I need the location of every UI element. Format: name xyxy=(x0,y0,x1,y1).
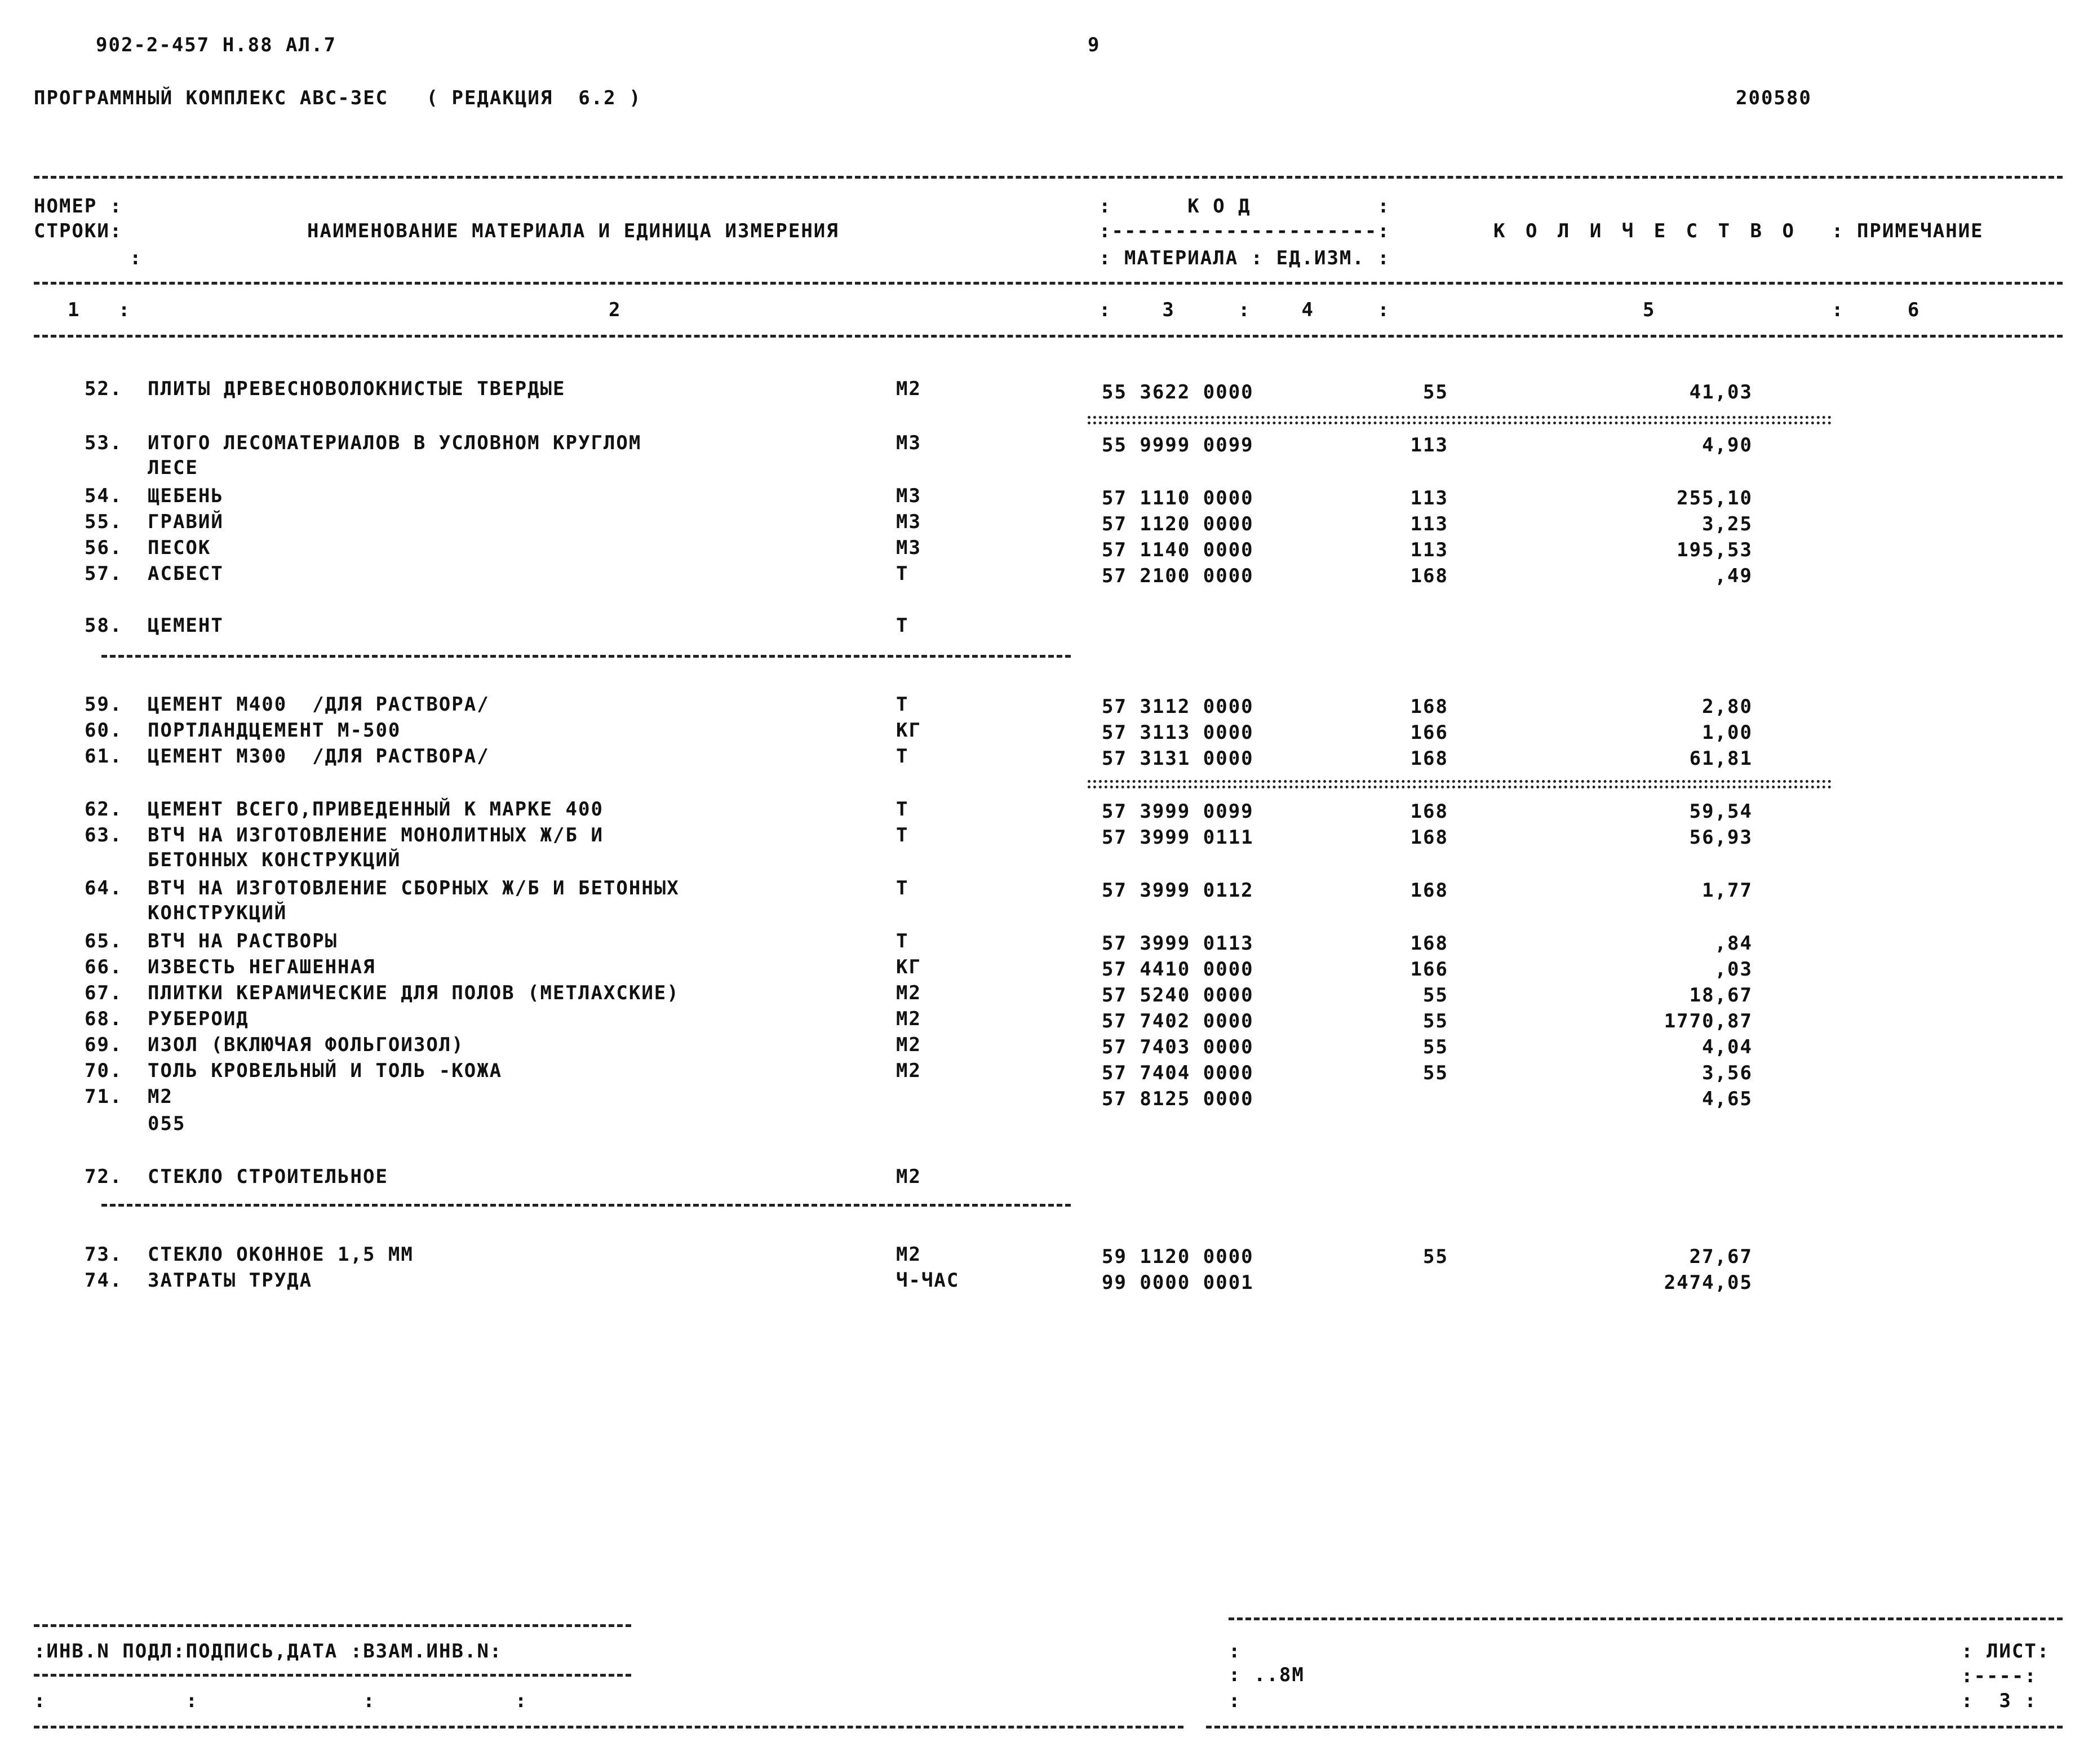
row-code: 57 3999 0099 xyxy=(1102,800,1254,823)
row-unit: Т xyxy=(896,562,909,585)
row-unit-code: 113 xyxy=(1410,539,1448,561)
row-name: ВТЧ НА РАСТВОРЫ xyxy=(148,930,338,952)
row-number: 67. xyxy=(85,982,123,1004)
row-quantity: 4,90 xyxy=(1702,434,1753,456)
row-quantity: 2474,05 xyxy=(1664,1271,1753,1294)
row-name: ИЗОЛ (ВКЛЮЧАЯ ФОЛЬГОИЗОЛ) xyxy=(148,1034,464,1056)
row-quantity: 1,77 xyxy=(1702,879,1753,902)
row-code: 57 3999 0111 xyxy=(1102,826,1254,849)
row-number: 74. xyxy=(85,1269,123,1292)
row-unit-code: 168 xyxy=(1410,747,1448,770)
row-name: РУБЕРОИД xyxy=(148,1008,249,1030)
row-number: 66. xyxy=(85,956,123,978)
row-name-continued: ЛЕСЕ xyxy=(148,456,198,479)
row-name: ПОРТЛАНДЦЕМЕНТ М-500 xyxy=(148,719,401,742)
row-number: 73. xyxy=(85,1243,123,1266)
row-unit-code: 55 xyxy=(1423,984,1448,1007)
row-quantity: 3,56 xyxy=(1702,1062,1753,1084)
row-name: ПЛИТКИ КЕРАМИЧЕСКИЕ ДЛЯ ПОЛОВ (МЕТЛАХСКИЕ) xyxy=(148,982,680,1004)
row-quantity: 1,00 xyxy=(1702,721,1753,744)
row-unit: М3 xyxy=(896,537,921,559)
row-quantity: 61,81 xyxy=(1689,747,1753,770)
row-quantity: 4,04 xyxy=(1702,1036,1753,1058)
row-unit-code: 55 xyxy=(1423,1036,1448,1058)
row-number: 65. xyxy=(85,930,123,952)
row-number: 70. xyxy=(85,1060,123,1082)
row-unit-code: 168 xyxy=(1410,879,1448,902)
row-name: СТЕКЛО ОКОННОЕ 1,5 ММ xyxy=(148,1243,414,1266)
row-name: ИТОГО ЛЕСОМАТЕРИАЛОВ В УСЛОВНОМ КРУГЛОМ xyxy=(148,432,642,454)
row-name: АСБЕСТ xyxy=(148,562,224,585)
document-code: 902-2-457 Н.88 АЛ.7 xyxy=(96,34,336,56)
header-row-number-line2: СТРОКИ: xyxy=(34,220,123,242)
row-unit: Т xyxy=(896,930,909,952)
row-quantity: 18,67 xyxy=(1689,984,1753,1007)
row-quantity: 3,25 xyxy=(1702,513,1753,535)
row-code: 57 4410 0000 xyxy=(1102,958,1254,981)
group-separator xyxy=(101,1204,1071,1207)
row-unit: М2 xyxy=(896,1060,921,1082)
column-number-1: 1 : xyxy=(68,299,131,321)
row-quantity: 255,10 xyxy=(1677,487,1753,509)
page-number: 9 xyxy=(1088,34,1101,56)
row-number: 56. xyxy=(85,537,123,559)
row-number: 55. xyxy=(85,511,123,533)
row-number: 60. xyxy=(85,719,123,742)
row-name: ТОЛЬ КРОВЕЛЬНЫЙ И ТОЛЬ -КОЖА xyxy=(148,1060,503,1082)
sheet-separator: :----: xyxy=(1961,1665,2037,1687)
row-unit: Т xyxy=(896,614,909,637)
row-unit-code: 168 xyxy=(1410,932,1448,955)
row-quantity: 41,03 xyxy=(1689,381,1753,404)
row-unit: КГ xyxy=(896,719,921,742)
row-name: ЩЕБЕНЬ xyxy=(148,485,224,507)
row-number: 68. xyxy=(85,1008,123,1030)
title-block-colon: : xyxy=(1229,1640,1242,1663)
row-code: 99 0000 0001 xyxy=(1102,1271,1254,1294)
total-separator xyxy=(1088,780,1832,783)
row-number: 54. xyxy=(85,485,123,507)
row-name: ПЛИТЫ ДРЕВЕСНОВОЛОКНИСТЫЕ ТВЕРДЫЕ xyxy=(148,378,566,400)
total-separator xyxy=(1088,786,1832,788)
row-number: 57. xyxy=(85,562,123,585)
row-unit: Т xyxy=(896,693,909,716)
sheet-label: : ЛИСТ: xyxy=(1961,1640,2050,1663)
row-name-continued: БЕТОННЫХ КОНСТРУКЦИЙ xyxy=(148,849,401,871)
row-unit: Ч-ЧАС xyxy=(896,1269,960,1292)
row-name-continued: 055 xyxy=(148,1113,186,1135)
row-unit: Т xyxy=(896,745,909,768)
row-code: 57 7402 0000 xyxy=(1102,1010,1254,1032)
row-unit: М2 xyxy=(896,378,921,400)
row-unit-code: 168 xyxy=(1410,695,1448,718)
row-code: 57 7404 0000 xyxy=(1102,1062,1254,1084)
row-quantity: ,49 xyxy=(1714,565,1753,587)
header-note: : ПРИМЕЧАНИЕ xyxy=(1832,220,1984,242)
row-code: 57 3113 0000 xyxy=(1102,721,1254,744)
row-unit: М3 xyxy=(896,485,921,507)
stamp-bottom-rule xyxy=(34,1726,1183,1728)
row-unit: М3 xyxy=(896,511,921,533)
row-unit-code: 55 xyxy=(1423,1246,1448,1268)
row-number: 53. xyxy=(85,432,123,454)
row-quantity: 27,67 xyxy=(1689,1246,1753,1268)
row-number: 72. xyxy=(85,1165,123,1188)
row-unit: М3 xyxy=(896,432,921,454)
header-row-number-line3: : xyxy=(130,247,143,269)
stamp-middle-rule xyxy=(34,1674,631,1677)
row-unit: Т xyxy=(896,824,909,846)
row-name-continued: КОНСТРУКЦИЙ xyxy=(148,902,287,924)
header-quantity: К О Л И Ч Е С Т В О xyxy=(1493,220,1798,242)
header-bottom-rule xyxy=(34,335,2063,338)
title-block-colon: : xyxy=(1229,1690,1242,1712)
row-code: 55 9999 0099 xyxy=(1102,434,1254,456)
stamp-top-rule xyxy=(34,1624,631,1627)
row-name: ЦЕМЕНТ М300 /ДЛЯ РАСТВОРА/ xyxy=(148,745,490,768)
row-code: 57 8125 0000 xyxy=(1102,1088,1254,1110)
title-block-top-rule xyxy=(1229,1617,2063,1620)
column-numbers-3-4: : 3 : 4 : xyxy=(1099,299,1390,321)
header-code-subcolumns: : МАТЕРИАЛА : ЕД.ИЗМ. : xyxy=(1099,247,1390,269)
column-number-6: : 6 xyxy=(1832,299,1921,321)
row-name: ЦЕМЕНТ М400 /ДЛЯ РАСТВОРА/ xyxy=(148,693,490,716)
row-name: ИЗВЕСТЬ НЕГАШЕННАЯ xyxy=(148,956,376,978)
row-name: М2 xyxy=(148,1085,173,1108)
row-code: 57 1120 0000 xyxy=(1102,513,1254,535)
row-unit: КГ xyxy=(896,956,921,978)
row-quantity: 4,65 xyxy=(1702,1088,1753,1110)
row-code: 57 3131 0000 xyxy=(1102,747,1254,770)
sheet-number: : 3 : xyxy=(1961,1690,2037,1712)
row-name: ПЕСОК xyxy=(148,537,211,559)
row-name: ВТЧ НА ИЗГОТОВЛЕНИЕ МОНОЛИТНЫХ Ж/Б И xyxy=(148,824,604,846)
row-unit: М2 xyxy=(896,1165,921,1188)
document-number: 200580 xyxy=(1736,87,1812,109)
row-name: ЦЕМЕНТ ВСЕГО,ПРИВЕДЕННЫЙ К МАРКЕ 400 xyxy=(148,798,604,821)
row-quantity: 195,53 xyxy=(1677,539,1753,561)
row-number: 61. xyxy=(85,745,123,768)
row-code: 57 3999 0112 xyxy=(1102,879,1254,902)
row-name: ЗАТРАТЫ ТРУДА xyxy=(148,1269,313,1292)
row-unit: М2 xyxy=(896,1008,921,1030)
title-block-bottom-rule xyxy=(1206,1726,2063,1728)
row-code: 57 3112 0000 xyxy=(1102,695,1254,718)
program-title: ПРОГРАММНЫЙ КОМПЛЕКС АВС-ЗЕС ( РЕДАКЦИЯ 6.2 ) xyxy=(34,87,642,109)
header-material-name: НАИМЕНОВАНИЕ МАТЕРИАЛА И ЕДИНИЦА ИЗМЕРЕНИЯ xyxy=(307,220,839,242)
row-code: 57 2100 0000 xyxy=(1102,565,1254,587)
row-unit-code: 113 xyxy=(1410,513,1448,535)
row-unit: Т xyxy=(896,877,909,899)
row-number: 62. xyxy=(85,798,123,821)
header-top-rule xyxy=(34,176,2063,179)
row-number: 63. xyxy=(85,824,123,846)
row-quantity: ,03 xyxy=(1714,958,1753,981)
row-unit-code: 55 xyxy=(1423,1010,1448,1032)
header-code-title: : К О Д : xyxy=(1099,195,1390,218)
row-code: 57 5240 0000 xyxy=(1102,984,1254,1007)
row-name: ВТЧ НА ИЗГОТОВЛЕНИЕ СБОРНЫХ Ж/Б И БЕТОННЫХ xyxy=(148,877,680,899)
row-quantity: 2,80 xyxy=(1702,695,1753,718)
row-number: 71. xyxy=(85,1085,123,1108)
stamp-cells: : : : : xyxy=(34,1690,528,1712)
row-quantity: 56,93 xyxy=(1689,826,1753,849)
column-number-5: 5 xyxy=(1643,299,1656,321)
row-quantity: ,84 xyxy=(1714,932,1753,955)
row-number: 64. xyxy=(85,877,123,899)
column-number-2: 2 xyxy=(609,299,622,321)
row-unit: М2 xyxy=(896,1034,921,1056)
row-unit: М2 xyxy=(896,982,921,1004)
row-name: СТЕКЛО СТРОИТЕЛЬНОЕ xyxy=(148,1165,388,1188)
row-code: 57 3999 0113 xyxy=(1102,932,1254,955)
row-number: 59. xyxy=(85,693,123,716)
row-number: 58. xyxy=(85,614,123,637)
header-middle-rule xyxy=(34,282,2063,285)
row-unit: Т xyxy=(896,798,909,821)
row-unit-code: 168 xyxy=(1410,800,1448,823)
header-code-separator: :---------------------: xyxy=(1099,220,1390,242)
row-unit-code: 113 xyxy=(1410,434,1448,456)
row-unit-code: 168 xyxy=(1410,826,1448,849)
stamp-header: :ИНВ.N ПОДЛ:ПОДПИСЬ,ДАТА :ВЗАМ.ИНВ.N: xyxy=(34,1640,503,1663)
row-quantity: 59,54 xyxy=(1689,800,1753,823)
header-row-number-line1: НОМЕР : xyxy=(34,195,123,218)
row-unit-code: 113 xyxy=(1410,487,1448,509)
row-unit-code: 168 xyxy=(1410,565,1448,587)
row-quantity: 1770,87 xyxy=(1664,1010,1753,1032)
row-unit: М2 xyxy=(896,1243,921,1266)
row-unit-code: 55 xyxy=(1423,381,1448,404)
row-code: 57 1110 0000 xyxy=(1102,487,1254,509)
row-code: 57 7403 0000 xyxy=(1102,1036,1254,1058)
total-separator xyxy=(1088,422,1832,424)
row-code: 57 1140 0000 xyxy=(1102,539,1254,561)
row-unit-code: 166 xyxy=(1410,721,1448,744)
row-code: 59 1120 0000 xyxy=(1102,1246,1254,1268)
row-number: 52. xyxy=(85,378,123,400)
row-unit-code: 166 xyxy=(1410,958,1448,981)
row-unit-code: 55 xyxy=(1423,1062,1448,1084)
row-code: 55 3622 0000 xyxy=(1102,381,1254,404)
group-separator xyxy=(101,655,1071,658)
row-name: ГРАВИЙ xyxy=(148,511,224,533)
row-number: 69. xyxy=(85,1034,123,1056)
total-separator xyxy=(1088,416,1832,419)
title-block-label: : ..8М xyxy=(1229,1664,1305,1686)
row-name: ЦЕМЕНТ xyxy=(148,614,224,637)
